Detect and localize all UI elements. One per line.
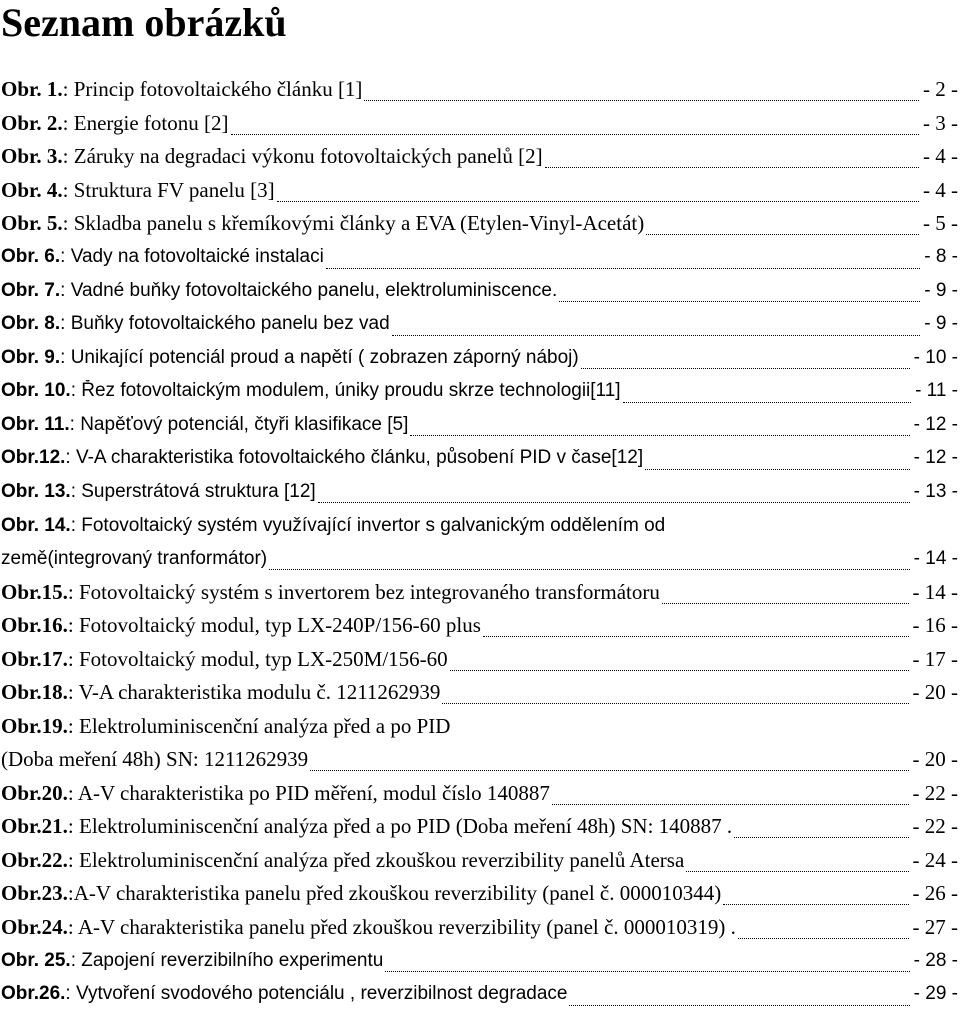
figure-entry-text xyxy=(0,211,644,236)
page-number: - 12 - xyxy=(913,447,958,469)
figure-caption: : Řez fotovoltaickým modulem, úniky proudu skrze technologii[11] xyxy=(70,380,621,402)
figure-entry[interactable] xyxy=(0,710,960,777)
figure-caption: : Napěťový potenciál, čtyři klasifikace [5] xyxy=(69,413,409,435)
figure-entry-text xyxy=(0,111,229,136)
figure-number: Obr.12. xyxy=(1,447,66,469)
page-number: - 26 - xyxy=(912,881,958,906)
figure-entry-line xyxy=(0,241,960,275)
page-number: - 9 - xyxy=(924,313,958,335)
dot-leader xyxy=(442,693,908,704)
dot-leader xyxy=(662,593,909,604)
figure-list xyxy=(0,73,960,1011)
figure-entry-text xyxy=(0,548,267,570)
page-number: - 24 - xyxy=(912,847,958,872)
figure-caption: : Princip fotovoltaického článku [1] xyxy=(62,77,363,102)
figure-number: Obr. 9. xyxy=(1,346,61,368)
figure-entry[interactable] xyxy=(0,509,960,576)
page-number: - 17 - xyxy=(912,646,958,671)
figure-entry[interactable] xyxy=(0,676,960,710)
figure-entry-text xyxy=(0,814,732,839)
figure-entry-text xyxy=(0,77,362,102)
page-number: - 16 - xyxy=(912,613,958,638)
figure-entry-text xyxy=(0,246,324,268)
figure-entry[interactable] xyxy=(0,576,960,610)
page-number: - 13 - xyxy=(913,480,958,502)
dot-leader xyxy=(723,894,908,905)
figure-entry-line xyxy=(0,442,960,476)
page-number: - 22 - xyxy=(912,780,958,805)
figure-entry-line xyxy=(0,978,960,1012)
figure-number: Obr.20. xyxy=(1,780,68,805)
figure-number: Obr. 8. xyxy=(1,313,61,335)
figure-number: Obr. 14. xyxy=(1,514,71,536)
figure-entry[interactable] xyxy=(0,877,960,911)
figure-number: Obr. 5. xyxy=(1,211,63,236)
figure-entry[interactable] xyxy=(0,442,960,476)
figure-entry[interactable] xyxy=(0,73,960,107)
figure-number: Obr. 11. xyxy=(1,413,70,435)
dot-leader xyxy=(646,224,919,235)
figure-entry-text xyxy=(0,781,550,806)
figure-entry-line xyxy=(0,140,960,174)
dot-leader xyxy=(318,492,910,503)
figure-entry-text xyxy=(0,983,567,1005)
figure-entry-line xyxy=(0,810,960,844)
figure-entry-text xyxy=(0,347,579,369)
figure-number: Obr.24. xyxy=(1,914,68,939)
figure-entry-text xyxy=(0,915,736,940)
figure-entry[interactable] xyxy=(0,911,960,945)
figure-entry-text xyxy=(0,613,481,638)
figure-entry-text xyxy=(0,881,721,906)
figure-entry-line xyxy=(0,408,960,442)
figure-entry-text xyxy=(0,848,684,873)
figure-entry-line xyxy=(0,643,960,677)
figure-caption: : Unikající potenciál proud a napětí ( zobrazen záporný náboj) xyxy=(60,346,579,368)
figure-number: Obr.21. xyxy=(1,814,68,839)
figure-entry[interactable] xyxy=(0,241,960,275)
figure-entry-line xyxy=(0,743,960,777)
dot-leader xyxy=(326,258,920,269)
figure-number: Obr. 4. xyxy=(1,177,63,202)
dot-leader xyxy=(410,425,909,436)
figure-entry[interactable] xyxy=(0,978,960,1012)
figure-number: Obr.19. xyxy=(1,713,68,738)
figure-caption: : A-V charakteristika panelu před zkouškou reverzibility (panel č. 000010319) . xyxy=(67,914,736,939)
figure-entry-line xyxy=(0,911,960,945)
dot-leader xyxy=(645,459,910,470)
dot-leader xyxy=(559,291,920,302)
figure-number: Obr. 2. xyxy=(1,110,63,135)
figure-entry-line xyxy=(0,475,960,509)
page-number: - 14 - xyxy=(912,579,958,604)
figure-number: Obr.17. xyxy=(1,646,68,671)
dot-leader xyxy=(734,827,908,838)
page-number: - 10 - xyxy=(913,346,958,368)
figure-number: Obr.23. xyxy=(1,881,68,906)
figure-number: Obr. 1. xyxy=(1,77,63,102)
figure-number: Obr. 10. xyxy=(1,380,71,402)
page-number: - 5 - xyxy=(923,211,958,236)
figure-entry[interactable] xyxy=(0,174,960,208)
figure-entry-line xyxy=(0,341,960,375)
page-number: - 4 - xyxy=(923,177,958,202)
figure-caption-continued: (Doba meření 48h) SN: 1211262939 xyxy=(1,747,309,772)
figure-entry-line xyxy=(0,609,960,643)
figure-number: Obr. 3. xyxy=(1,144,63,169)
figure-entry[interactable] xyxy=(0,274,960,308)
dot-leader xyxy=(392,325,921,336)
figure-number: Obr.26. xyxy=(1,983,66,1005)
figure-entry-line xyxy=(0,777,960,811)
dot-leader xyxy=(269,559,910,570)
figure-entry-first-line xyxy=(1,710,450,744)
figure-caption: : Elektroluminiscenční analýza před a po PID (Doba meření 48h) SN: 140887 . xyxy=(67,814,733,839)
figure-entry[interactable] xyxy=(0,107,960,141)
figure-entry-first-line xyxy=(1,509,665,543)
dot-leader xyxy=(552,794,909,805)
figure-number: Obr.16. xyxy=(1,613,68,638)
page-number: - 20 - xyxy=(912,747,958,772)
figure-entry[interactable] xyxy=(0,609,960,643)
figure-entry-line xyxy=(0,274,960,308)
figure-caption: : Elektroluminiscenční analýza před a po PID xyxy=(67,713,451,738)
figure-entry-line xyxy=(0,73,960,107)
dot-leader xyxy=(569,995,909,1006)
figure-entry[interactable] xyxy=(0,375,960,409)
figure-caption: : V-A charakteristika modulu č. 1211262939 xyxy=(67,680,441,705)
page-number: - 4 - xyxy=(923,144,958,169)
figure-caption: : Superstrátová struktura [12] xyxy=(70,480,316,502)
figure-entry-text xyxy=(0,178,275,203)
dot-leader xyxy=(310,760,908,771)
figure-caption: :A-V charakteristika panelu před zkouškou reverzibility (panel č. 000010344) xyxy=(67,881,722,906)
figure-caption: : Vadné buňky fotovoltaického panelu, elektroluminiscence. xyxy=(60,279,558,301)
dot-leader xyxy=(738,928,909,939)
figure-caption: : Fotovoltaický systém využívající invertor s galvanickým oddělením od xyxy=(70,514,666,536)
figure-number: Obr. 7. xyxy=(1,279,61,301)
figure-entry[interactable] xyxy=(0,308,960,342)
figure-entry-text xyxy=(0,680,440,705)
figure-number: Obr. 25. xyxy=(1,949,71,971)
page-number: - 12 - xyxy=(913,413,958,435)
figure-entry-text xyxy=(0,313,390,335)
page-number: - 14 - xyxy=(913,547,958,569)
dot-leader xyxy=(686,861,908,872)
figure-entry-text xyxy=(0,414,408,436)
page-number: - 11 - xyxy=(915,380,958,402)
figure-caption: : Buňky fotovoltaického panelu bez vad xyxy=(60,313,390,335)
figure-entry-text xyxy=(0,144,543,169)
dot-leader xyxy=(450,660,909,671)
dot-leader xyxy=(545,157,919,168)
page-number: - 22 - xyxy=(912,814,958,839)
dot-leader xyxy=(581,358,910,369)
figure-entry-line xyxy=(0,375,960,409)
figure-number: Obr.18. xyxy=(1,680,68,705)
figure-entry-text xyxy=(0,380,621,402)
figure-entry[interactable] xyxy=(0,844,960,878)
figure-entry-text xyxy=(0,447,643,469)
page-number: - 2 - xyxy=(923,77,958,102)
figure-entry-line xyxy=(0,877,960,911)
figure-entry[interactable] xyxy=(0,944,960,978)
figure-entry-line xyxy=(0,542,960,576)
figure-entry-text xyxy=(0,950,383,972)
figure-entry-text xyxy=(0,647,448,672)
figure-number: Obr. 13. xyxy=(1,480,71,502)
figure-number: Obr.15. xyxy=(1,579,68,604)
figure-caption: : A-V charakteristika po PID měření, modul číslo 140887 xyxy=(67,780,550,805)
figure-entry-text xyxy=(0,481,316,503)
page-title: Seznam obrázků xyxy=(1,0,287,45)
figure-number: Obr. 6. xyxy=(1,246,61,268)
figure-entry-line xyxy=(0,174,960,208)
figure-caption: : Skladba panelu s křemíkovými články a EVA (Etylen-Vinyl-Acetát) xyxy=(62,211,645,236)
figure-entry[interactable] xyxy=(0,207,960,241)
figure-caption: : Vady na fotovoltaické instalaci xyxy=(60,246,324,268)
figure-entry[interactable] xyxy=(0,777,960,811)
figure-entry-line xyxy=(0,308,960,342)
figure-caption: : Fotovoltaický modul, typ LX-240P/156-60 plus xyxy=(67,613,481,638)
figure-entry-line xyxy=(0,844,960,878)
page-number: - 29 - xyxy=(913,983,958,1005)
figure-entry[interactable] xyxy=(0,643,960,677)
figure-caption: : Fotovoltaický modul, typ LX-250M/156-60 xyxy=(67,646,448,671)
page-number: - 20 - xyxy=(912,680,958,705)
figure-entry-line xyxy=(0,107,960,141)
page-number: - 27 - xyxy=(912,914,958,939)
dot-leader xyxy=(483,626,909,637)
figure-caption: : Struktura FV panelu [3] xyxy=(62,177,275,202)
figure-entry[interactable] xyxy=(0,408,960,442)
dot-leader xyxy=(231,124,920,135)
figure-caption: : Vytvoření svodového potenciálu , reverzibilnost degradace xyxy=(65,983,568,1005)
figure-caption-continued: země(integrovaný tranformátor) xyxy=(1,547,268,569)
figure-entry[interactable] xyxy=(0,341,960,375)
figure-caption: : V-A charakteristika fotovoltaického článku, působení PID v čase[12] xyxy=(65,447,644,469)
figure-caption: : Záruky na degradaci výkonu fotovoltaických panelů [2] xyxy=(62,144,543,169)
figure-caption: : Fotovoltaický systém s invertorem bez integrovaného transformátoru xyxy=(67,579,660,604)
figure-entry-line xyxy=(0,576,960,610)
figure-entry-line xyxy=(0,944,960,978)
figure-caption: : Energie fotonu [2] xyxy=(62,110,229,135)
dot-leader xyxy=(364,90,919,101)
page-number: - 28 - xyxy=(913,949,958,971)
page-number: - 9 - xyxy=(924,279,958,301)
figure-entry[interactable] xyxy=(0,475,960,509)
figure-caption: : Zapojení reverzibilního experimentu xyxy=(70,949,384,971)
figure-entry-text xyxy=(0,747,308,772)
figure-number: Obr.22. xyxy=(1,847,68,872)
figure-entry-text xyxy=(0,280,557,302)
figure-caption: : Elektroluminiscenční analýza před zkouškou reverzibility panelů Atersa xyxy=(67,847,685,872)
page-number: - 3 - xyxy=(923,110,958,135)
dot-leader xyxy=(623,392,912,403)
figure-entry-line xyxy=(0,207,960,241)
figure-entry[interactable] xyxy=(0,140,960,174)
figure-entry-line xyxy=(0,676,960,710)
dot-leader xyxy=(385,961,909,972)
page-number: - 8 - xyxy=(924,246,958,268)
dot-leader xyxy=(277,191,919,202)
figure-entry-text xyxy=(0,580,660,605)
figure-entry[interactable] xyxy=(0,810,960,844)
